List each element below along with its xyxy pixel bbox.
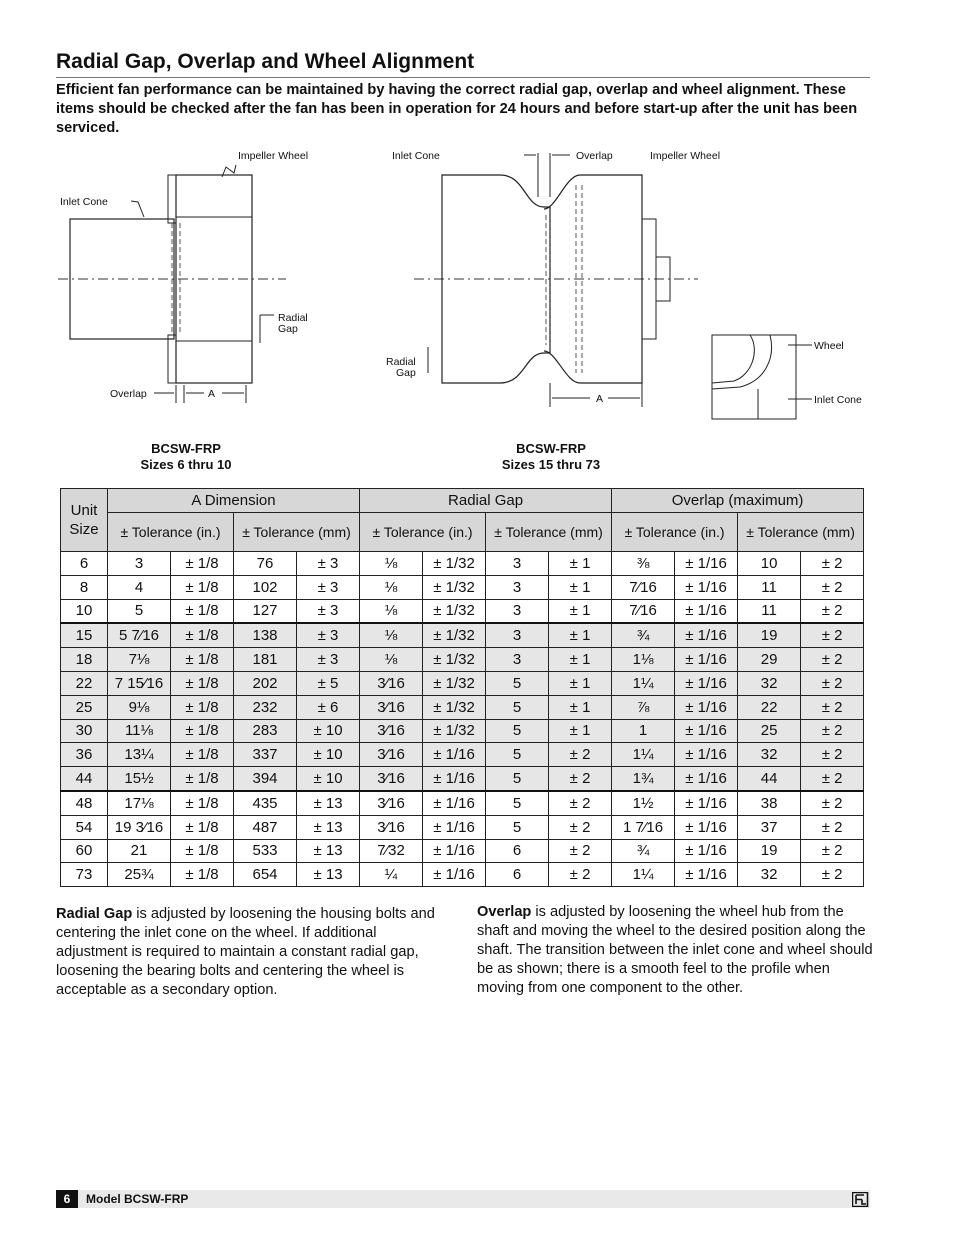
table-row: [61, 695, 864, 719]
cell-overlap-value: ⅞: [612, 695, 675, 719]
cell-a-mm: 127: [234, 599, 297, 623]
cell-unit-size: 36: [61, 743, 108, 767]
cell-gap-tol-in: ± 1/32: [423, 623, 486, 647]
cell-unit-size: 60: [61, 839, 108, 863]
cell-gap-value: ⅛: [360, 648, 423, 672]
diagram-small-sizes: [56, 145, 326, 410]
cell-overlap-tol-mm: ± 2: [801, 648, 864, 672]
cell-gap-tol-mm: ± 1: [549, 695, 612, 719]
cell-gap-tol-mm: ± 1: [549, 575, 612, 599]
cell-overlap-value: 1¼: [612, 671, 675, 695]
cell-gap-value: ⅛: [360, 599, 423, 623]
cell-overlap-mm: 19: [738, 623, 801, 647]
cell-gap-tol-mm: ± 2: [549, 767, 612, 791]
cell-a-tol-mm: ± 13: [297, 839, 360, 863]
cell-overlap-value: 1⅛: [612, 648, 675, 672]
cell-overlap-mm: 32: [738, 743, 801, 767]
cell-overlap-mm: 44: [738, 767, 801, 791]
cell-gap-tol-in: ± 1/32: [423, 552, 486, 576]
radial-gap-paragraph: [56, 905, 448, 1000]
table-row: [61, 599, 864, 623]
cell-gap-mm: 3: [486, 552, 549, 576]
cell-a-tol-in: ± 1/8: [171, 791, 234, 815]
cell-unit-size: 25: [61, 695, 108, 719]
cell-gap-tol-mm: ± 1: [549, 623, 612, 647]
cell-gap-tol-mm: ± 2: [549, 863, 612, 887]
cell-gap-tol-mm: ± 1: [549, 599, 612, 623]
cell-overlap-tol-in: ± 1/16: [675, 743, 738, 767]
cell-overlap-tol-mm: ± 2: [801, 695, 864, 719]
cell-a-value: 15½: [108, 767, 171, 791]
label-overlap: Overlap: [576, 150, 613, 162]
header-overlap: Overlap (maximum): [612, 489, 864, 513]
cell-a-tol-mm: ± 10: [297, 719, 360, 743]
cell-a-mm: 138: [234, 623, 297, 647]
cell-gap-mm: 5: [486, 671, 549, 695]
table-row: [61, 839, 864, 863]
cell-overlap-tol-in: ± 1/16: [675, 648, 738, 672]
label-gap: Gap: [396, 367, 416, 379]
table-row: [61, 743, 864, 767]
radial-gap-lead: Radial Gap: [56, 906, 133, 922]
label-impeller-wheel: Impeller Wheel: [650, 150, 721, 162]
cell-overlap-tol-mm: ± 2: [801, 599, 864, 623]
cell-gap-tol-in: ± 1/32: [423, 671, 486, 695]
cell-overlap-value: 1½: [612, 791, 675, 815]
cell-overlap-tol-in: ± 1/16: [675, 719, 738, 743]
cell-gap-value: 3⁄16: [360, 767, 423, 791]
table-row: [61, 719, 864, 743]
cell-a-value: 11⅛: [108, 719, 171, 743]
cell-unit-size: 22: [61, 671, 108, 695]
cell-gap-mm: 5: [486, 719, 549, 743]
cell-unit-size: 15: [61, 623, 108, 647]
cell-a-tol-in: ± 1/8: [171, 743, 234, 767]
cell-overlap-tol-in: ± 1/16: [675, 695, 738, 719]
cell-gap-mm: 3: [486, 648, 549, 672]
label-a: A: [208, 388, 216, 400]
cell-overlap-tol-mm: ± 2: [801, 791, 864, 815]
cell-a-mm: 102: [234, 575, 297, 599]
cell-a-value: 21: [108, 839, 171, 863]
cell-a-mm: 337: [234, 743, 297, 767]
subheader-overlap-in: ± Tolerance (in.): [612, 513, 738, 552]
overlap-lead: Overlap: [477, 904, 532, 920]
table-row: [61, 815, 864, 839]
cell-gap-mm: 6: [486, 839, 549, 863]
cell-unit-size: 8: [61, 575, 108, 599]
cell-overlap-tol-in: ± 1/16: [675, 623, 738, 647]
cell-a-tol-in: ± 1/8: [171, 695, 234, 719]
cell-gap-tol-in: ± 1/32: [423, 575, 486, 599]
cell-a-value: 5 7⁄16: [108, 623, 171, 647]
cell-overlap-tol-mm: ± 2: [801, 575, 864, 599]
cell-gap-tol-in: ± 1/16: [423, 815, 486, 839]
cell-a-tol-mm: ± 5: [297, 671, 360, 695]
cell-gap-value: 3⁄16: [360, 815, 423, 839]
cell-overlap-value: 1 7⁄16: [612, 815, 675, 839]
cell-a-tol-mm: ± 3: [297, 599, 360, 623]
cell-gap-mm: 5: [486, 767, 549, 791]
label-inlet-cone: Inlet Cone: [392, 150, 440, 162]
cell-a-mm: 487: [234, 815, 297, 839]
table-row: [61, 648, 864, 672]
table-row: [61, 623, 864, 647]
cell-a-value: 19 3⁄16: [108, 815, 171, 839]
cell-gap-value: 7⁄32: [360, 839, 423, 863]
cell-a-tol-in: ± 1/8: [171, 599, 234, 623]
cell-overlap-mm: 11: [738, 575, 801, 599]
cell-gap-tol-mm: ± 1: [549, 648, 612, 672]
cell-overlap-tol-mm: ± 2: [801, 863, 864, 887]
cell-overlap-value: 1¼: [612, 743, 675, 767]
cell-gap-tol-mm: ± 1: [549, 552, 612, 576]
cell-a-tol-in: ± 1/8: [171, 863, 234, 887]
cell-gap-value: ⅛: [360, 575, 423, 599]
caption-right: [476, 441, 626, 473]
header-a-dimension: A Dimension: [108, 489, 360, 513]
cell-overlap-tol-mm: ± 2: [801, 815, 864, 839]
table-row: [61, 767, 864, 791]
cell-overlap-tol-in: ± 1/16: [675, 767, 738, 791]
brand-logo: [852, 1192, 870, 1212]
caption-left-line1: BCSW-FRP: [151, 441, 221, 456]
cell-gap-tol-mm: ± 1: [549, 671, 612, 695]
cell-gap-mm: 5: [486, 743, 549, 767]
cell-a-tol-mm: ± 3: [297, 552, 360, 576]
cell-a-tol-mm: ± 3: [297, 623, 360, 647]
table-row: [61, 575, 864, 599]
cell-gap-mm: 5: [486, 695, 549, 719]
cell-unit-size: 30: [61, 719, 108, 743]
cell-gap-tol-in: ± 1/32: [423, 599, 486, 623]
cell-a-mm: 76: [234, 552, 297, 576]
subheader-overlap-mm: ± Tolerance (mm): [738, 513, 864, 552]
cell-a-tol-in: ± 1/8: [171, 839, 234, 863]
cell-gap-tol-in: ± 1/32: [423, 695, 486, 719]
header-radial-gap: Radial Gap: [360, 489, 612, 513]
cell-overlap-tol-in: ± 1/16: [675, 815, 738, 839]
cell-a-mm: 283: [234, 719, 297, 743]
cell-gap-value: 3⁄16: [360, 695, 423, 719]
radial-gap-body: is adjusted by loosening the housing bolts and centering the inlet cone on the wheel. If additional adjustment is required to maintain a constant radial gap, loosening the bearing bolts and centering the wheel is acceptable as a secondary option.: [56, 906, 435, 998]
cell-a-mm: 435: [234, 791, 297, 815]
cell-overlap-value: ¾: [612, 623, 675, 647]
cell-overlap-tol-mm: ± 2: [801, 767, 864, 791]
page-number: 6: [56, 1190, 78, 1208]
caption-right-line2: Sizes 15 thru 73: [501, 457, 601, 472]
caption-left: [116, 441, 256, 473]
cell-a-value: 3: [108, 552, 171, 576]
cell-a-value: 7⅛: [108, 648, 171, 672]
cell-gap-mm: 3: [486, 575, 549, 599]
cell-a-value: 25¾: [108, 863, 171, 887]
cell-gap-value: ⅛: [360, 623, 423, 647]
cell-a-tol-in: ± 1/8: [171, 623, 234, 647]
cell-a-tol-in: ± 1/8: [171, 671, 234, 695]
cell-gap-mm: 3: [486, 599, 549, 623]
subheader-a-in: ± Tolerance (in.): [108, 513, 234, 552]
cell-unit-size: 18: [61, 648, 108, 672]
cell-a-tol-in: ± 1/8: [171, 815, 234, 839]
cell-gap-value: 3⁄16: [360, 671, 423, 695]
cell-overlap-tol-mm: ± 2: [801, 671, 864, 695]
cell-overlap-tol-mm: ± 2: [801, 623, 864, 647]
cell-a-mm: 232: [234, 695, 297, 719]
cell-a-value: 17⅛: [108, 791, 171, 815]
cell-unit-size: 44: [61, 767, 108, 791]
cell-a-tol-in: ± 1/8: [171, 767, 234, 791]
table-row: [61, 552, 864, 576]
header-unit-size: Unit Size: [61, 489, 108, 552]
cell-overlap-mm: 25: [738, 719, 801, 743]
label-gap: Gap: [278, 323, 298, 335]
cell-overlap-tol-mm: ± 2: [801, 719, 864, 743]
table-row: [61, 863, 864, 887]
cell-overlap-mm: 38: [738, 791, 801, 815]
cell-a-mm: 394: [234, 767, 297, 791]
cell-a-mm: 181: [234, 648, 297, 672]
cell-overlap-tol-in: ± 1/16: [675, 671, 738, 695]
cell-overlap-mm: 32: [738, 671, 801, 695]
cell-overlap-tol-in: ± 1/16: [675, 575, 738, 599]
cell-overlap-mm: 37: [738, 815, 801, 839]
cell-overlap-mm: 22: [738, 695, 801, 719]
cell-gap-mm: 5: [486, 791, 549, 815]
label-a: A: [596, 393, 604, 405]
cell-gap-value: ⅛: [360, 552, 423, 576]
cell-a-value: 4: [108, 575, 171, 599]
cell-overlap-tol-in: ± 1/16: [675, 599, 738, 623]
cell-gap-value: ¼: [360, 863, 423, 887]
caption-right-line1: BCSW-FRP: [516, 441, 586, 456]
cell-a-mm: 654: [234, 863, 297, 887]
cell-overlap-value: 1¼: [612, 863, 675, 887]
cell-a-tol-in: ± 1/8: [171, 719, 234, 743]
cell-overlap-value: ⅜: [612, 552, 675, 576]
cell-gap-tol-mm: ± 2: [549, 743, 612, 767]
cell-gap-value: 3⁄16: [360, 719, 423, 743]
subheader-gap-in: ± Tolerance (in.): [360, 513, 486, 552]
label-radial: Radial: [278, 312, 308, 324]
cell-gap-tol-mm: ± 2: [549, 815, 612, 839]
cell-overlap-mm: 10: [738, 552, 801, 576]
label-radial: Radial: [386, 356, 416, 368]
cell-gap-mm: 5: [486, 815, 549, 839]
cell-a-tol-mm: ± 6: [297, 695, 360, 719]
cell-overlap-mm: 19: [738, 839, 801, 863]
cell-overlap-tol-in: ± 1/16: [675, 839, 738, 863]
cell-unit-size: 48: [61, 791, 108, 815]
cell-unit-size: 6: [61, 552, 108, 576]
diagram-large-sizes: [380, 145, 880, 425]
cell-a-tol-mm: ± 13: [297, 863, 360, 887]
cell-gap-tol-in: ± 1/16: [423, 743, 486, 767]
intro-paragraph: Efficient fan performance can be maintained by having the correct radial gap, overlap and wheel alignment. These items should be checked after the fan has been in operation for 24 hours and before start-up after the unit has been serviced.: [56, 82, 858, 136]
cell-a-tol-mm: ± 13: [297, 791, 360, 815]
cell-a-value: 9⅛: [108, 695, 171, 719]
cell-unit-size: 54: [61, 815, 108, 839]
cell-gap-tol-in: ± 1/32: [423, 648, 486, 672]
cell-overlap-value: 7⁄16: [612, 599, 675, 623]
cell-gap-tol-in: ± 1/16: [423, 791, 486, 815]
cell-gap-value: 3⁄16: [360, 743, 423, 767]
cell-unit-size: 10: [61, 599, 108, 623]
overlap-body: is adjusted by loosening the wheel hub from the shaft and moving the wheel to the desired position along the shaft. The transition between the inlet cone and wheel should be as shown; there is a smooth feel to the profile when moving from one component to the other.: [477, 904, 873, 996]
page-title: Radial Gap, Overlap and Wheel Alignment: [56, 50, 475, 73]
cell-gap-tol-in: ± 1/16: [423, 767, 486, 791]
cell-a-tol-mm: ± 10: [297, 767, 360, 791]
caption-left-line2: Sizes 6 thru 10: [140, 457, 232, 472]
cell-overlap-tol-mm: ± 2: [801, 839, 864, 863]
cell-gap-tol-mm: ± 2: [549, 791, 612, 815]
table-row: [61, 791, 864, 815]
table-body: [61, 552, 864, 887]
cell-unit-size: 73: [61, 863, 108, 887]
cell-gap-value: 3⁄16: [360, 791, 423, 815]
cell-a-tol-mm: ± 3: [297, 648, 360, 672]
cell-a-tol-in: ± 1/8: [171, 575, 234, 599]
cell-overlap-mm: 29: [738, 648, 801, 672]
cell-overlap-value: 7⁄16: [612, 575, 675, 599]
cell-overlap-value: ¾: [612, 839, 675, 863]
label-impeller-wheel: Impeller Wheel: [238, 150, 309, 162]
cell-gap-tol-in: ± 1/16: [423, 863, 486, 887]
cell-gap-tol-mm: ± 1: [549, 719, 612, 743]
overlap-paragraph: [477, 903, 875, 998]
footer-model: Model BCSW-FRP: [86, 1192, 189, 1206]
cell-a-tol-in: ± 1/8: [171, 648, 234, 672]
cell-a-value: 5: [108, 599, 171, 623]
cell-overlap-tol-in: ± 1/16: [675, 791, 738, 815]
cell-a-value: 7 15⁄16: [108, 671, 171, 695]
subheader-a-mm: ± Tolerance (mm): [234, 513, 360, 552]
label-inlet-cone: Inlet Cone: [60, 196, 108, 208]
cell-a-value: 13¼: [108, 743, 171, 767]
cell-gap-mm: 3: [486, 623, 549, 647]
spec-table: [60, 488, 864, 887]
cell-overlap-tol-in: ± 1/16: [675, 552, 738, 576]
cell-a-mm: 533: [234, 839, 297, 863]
table-row: [61, 671, 864, 695]
label-inlet-cone-detail: Inlet Cone: [814, 394, 862, 406]
cell-overlap-mm: 11: [738, 599, 801, 623]
cell-a-tol-mm: ± 10: [297, 743, 360, 767]
cell-gap-mm: 6: [486, 863, 549, 887]
cell-overlap-tol-in: ± 1/16: [675, 863, 738, 887]
label-wheel: Wheel: [814, 340, 844, 352]
cell-overlap-value: 1: [612, 719, 675, 743]
cell-a-mm: 202: [234, 671, 297, 695]
title-rule: [56, 77, 870, 78]
cell-a-tol-mm: ± 3: [297, 575, 360, 599]
cell-overlap-value: 1¾: [612, 767, 675, 791]
cell-overlap-tol-mm: ± 2: [801, 552, 864, 576]
cell-gap-tol-mm: ± 2: [549, 839, 612, 863]
label-overlap: Overlap: [110, 388, 147, 400]
cell-gap-tol-in: ± 1/32: [423, 719, 486, 743]
cell-a-tol-mm: ± 13: [297, 815, 360, 839]
cell-gap-tol-in: ± 1/16: [423, 839, 486, 863]
cell-a-tol-in: ± 1/8: [171, 552, 234, 576]
subheader-gap-mm: ± Tolerance (mm): [486, 513, 612, 552]
cell-overlap-tol-mm: ± 2: [801, 743, 864, 767]
cell-overlap-mm: 32: [738, 863, 801, 887]
